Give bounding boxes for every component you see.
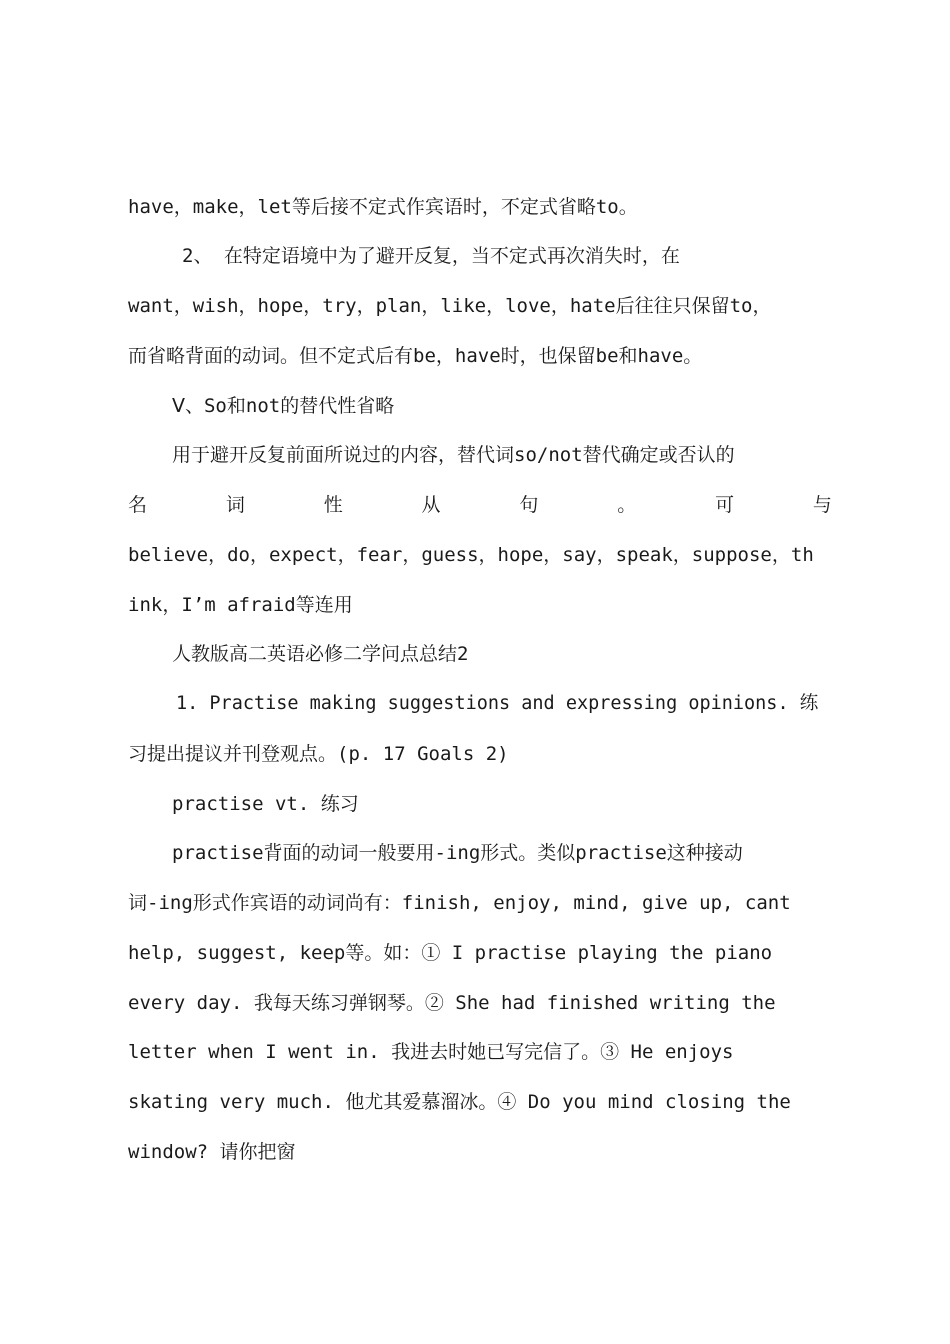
text-line: have，make，let等后接不定式作宾语时，不定式省略to。 <box>128 196 638 218</box>
text-line: every day. 我每天练习弹钢琴。② She had finished writing the <box>128 992 776 1014</box>
spread-char: 词 <box>225 494 245 516</box>
section-title: 人教版高二英语必修二学问点总结2 <box>172 643 469 665</box>
section-heading: Ⅴ、So和not的替代性省略 <box>172 395 395 417</box>
text-line: 词-ing形式作宾语的动词尚有：finish, enjoy, mind, give up, cant <box>128 892 791 914</box>
text-line: want，wish，hope，try，plan，like，love，hate后往往只保留to， <box>128 295 772 317</box>
text-line: 2、 在特定语境中为了避开反复，当不定式再次消失时，在 <box>182 245 680 267</box>
text-line: practise vt. 练习 <box>172 793 359 815</box>
spread-char: 与 <box>812 494 832 516</box>
text-line: 而省略背面的动词。但不定式后有be，have时，也保留be和have。 <box>128 345 703 367</box>
text-line: ink，I’m afraid等连用 <box>128 594 353 616</box>
text-line: 用于避开反复前面所说过的内容，替代词so/not替代确定或否认的 <box>172 444 735 466</box>
spread-char: 句 <box>519 494 539 516</box>
text-line: 1. Practise making suggestions and expressing opinions. 练 <box>176 693 819 714</box>
spread-char: 性 <box>323 494 343 516</box>
spread-char: 从 <box>421 494 441 516</box>
text-line: window? 请你把窗 <box>128 1141 296 1163</box>
spread-char: 名 <box>128 494 148 516</box>
text-line: 习提出提议并刊登观点。(p. 17 Goals 2) <box>128 743 509 765</box>
text-line: letter when I went in. 我进去时她已写完信了。③ He enjoys <box>128 1041 734 1063</box>
spread-char: 可 <box>715 494 735 516</box>
spread-text-line <box>128 489 832 521</box>
spread-char: 。 <box>617 494 637 516</box>
text-line: skating very much. 他尤其爱慕溜冰。④ Do you mind closing the <box>128 1091 791 1113</box>
text-line: believe，do，expect，fear，guess，hope，say，speak，suppose，th <box>128 544 814 566</box>
text-line: help, suggest, keep等。如：① I practise playing the piano <box>128 942 773 964</box>
text-line: practise背面的动词一般要用-ing形式。类似practise这种接动 <box>172 842 743 864</box>
